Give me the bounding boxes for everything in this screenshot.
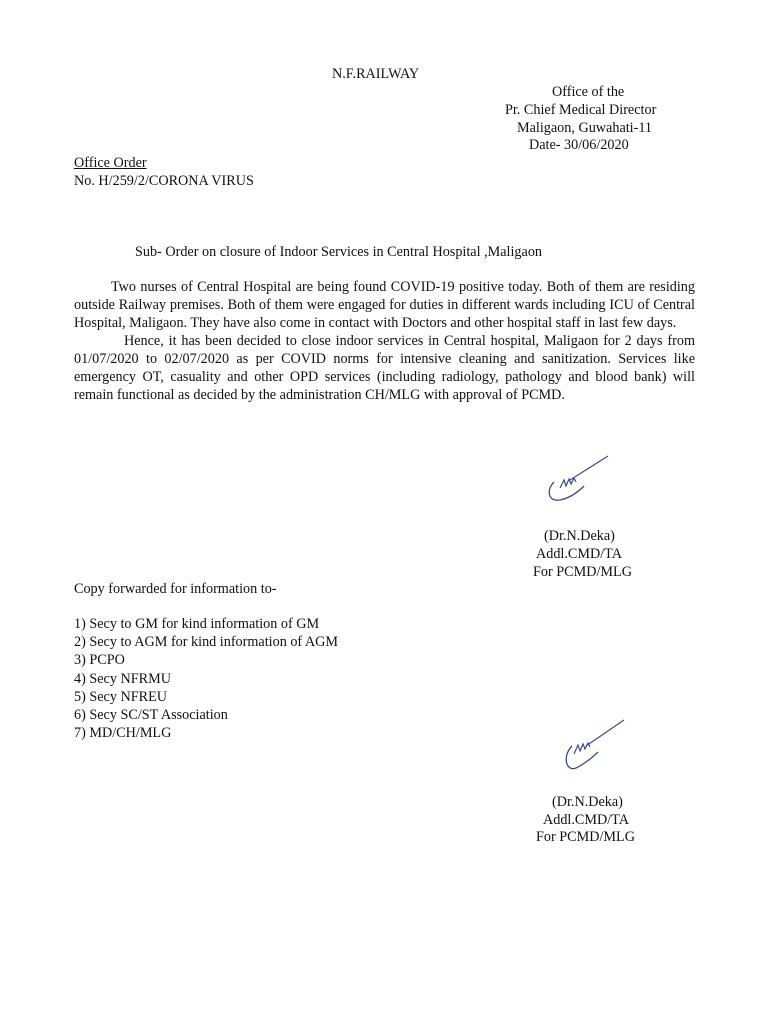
body-paragraph-2: Hence, it has been decided to close indoor services in Central hospital, Maligaon for 2 days from 01/07/2020 to 02/07/2020 as per COVID norms for intensive cleaning and sanitization. Services like emergency OT, casuality and other OPD services (including radiology, pathology and blood bank) will remain functional as decided by the administration CH/MLG with approval of PCMD.	[74, 333, 695, 403]
list-item: 7) MD/CH/MLG	[74, 725, 172, 742]
list-item: 3) PCPO	[74, 652, 125, 669]
signature-1-for: For PCMD/MLG	[533, 564, 632, 580]
organization-name: N.F.RAILWAY	[332, 66, 420, 82]
list-item: 1) Secy to GM for kind information of GM	[74, 616, 320, 632]
office-line-1: Office of the	[552, 84, 625, 100]
signature-2-image	[558, 716, 630, 776]
office-line-3: Maligaon, Guwahati-11	[517, 120, 653, 136]
signature-2-name: (Dr.N.Deka)	[552, 794, 623, 810]
copy-heading: Copy forwarded for information to-	[74, 581, 277, 597]
list-item: 2) Secy to AGM for kind information of AGM	[74, 634, 339, 651]
copy-list	[74, 615, 338, 742]
signature-2-for: For PCMD/MLG	[536, 829, 635, 845]
order-title: Office Order	[74, 155, 147, 171]
body-paragraph-1: Two nurses of Central Hospital are being found COVID-19 positive today. Both of them are residing outside Railway premises. Both of them were engaged for duties in different wards including ICU of Central Hospital, Maligaon. They have also come in contact with Doctors and other hospital staff in last few days.	[74, 279, 695, 331]
signature-1-block	[544, 527, 615, 545]
list-item: 6) Secy SC/ST Association	[74, 707, 228, 724]
signature-2-designation: Addl.CMD/TA	[543, 812, 629, 828]
office-line-2: Pr. Chief Medical Director	[505, 102, 657, 118]
order-body	[74, 278, 695, 404]
list-item: 4) Secy NFRMU	[74, 670, 171, 687]
signature-1-image	[540, 452, 612, 508]
order-date: Date- 30/06/2020	[529, 137, 629, 153]
order-subject: Sub- Order on closure of Indoor Services in Central Hospital ,Maligaon	[135, 244, 543, 260]
order-number: No. H/259/2/CORONA VIRUS	[74, 173, 254, 189]
signature-1-designation: Addl.CMD/TA	[536, 546, 622, 562]
signature-1-name: (Dr.N.Deka)	[544, 528, 615, 544]
list-item: 5) Secy NFREU	[74, 688, 168, 705]
